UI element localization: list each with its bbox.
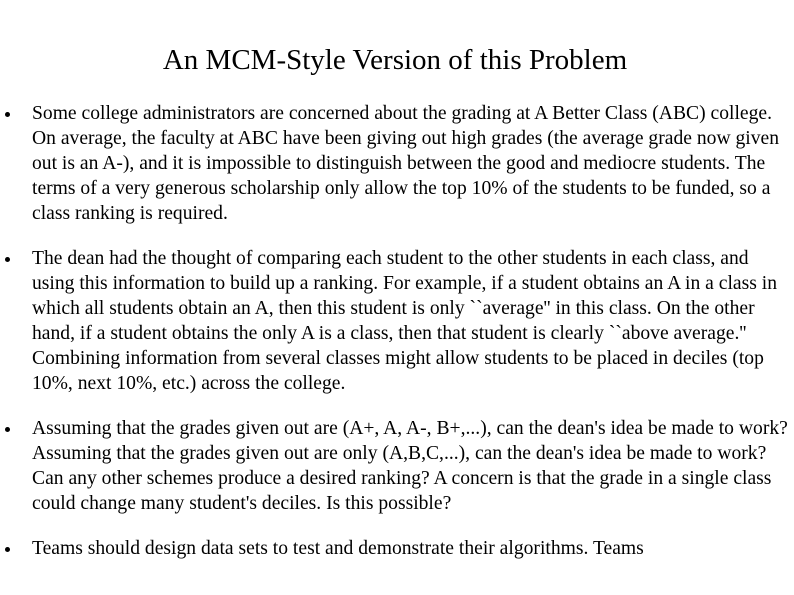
bullet-dot-icon (5, 112, 10, 117)
bullet-item (0, 416, 794, 516)
bullet-text: Assuming that the grades given out are (A+, A, A-, B+,...), can the dean's idea be made to work? Assuming that the grades given out are only (A,B,C,...), can the dean's idea be made to work? Can any other schemes produce a desired ranking? A concern is that the grade in a single class could change many student's deciles. Is this possible? (32, 418, 788, 514)
bullet-text: Teams should design data sets to test and demonstrate their algorithms. Teams (32, 538, 644, 559)
bullet-dot-icon (5, 427, 10, 432)
bullet-text: Some college administrators are concerned about the grading at A Better Class (ABC) college. On average, the faculty at ABC have been giving out high grades (the average grade now given out is an A-), and it is impossible to distinguish between the good and mediocre students. The terms of a very generous scholarship only allow the top 10% of the students to be funded, so a class ranking is required. (32, 103, 780, 224)
bullet-item (0, 536, 794, 561)
bullet-list (0, 101, 794, 581)
bullet-dot-icon (5, 257, 10, 262)
bullet-text: The dean had the thought of comparing each student to the other students in each class, and using this information to build up a ranking. For example, if a student obtains an A in a class in which all students obtain an A, then this student is only ``average'' in this class. On the other hand, if a student obtains the only A is a class, then that student is clearly ``above average.'' Combining information from several classes might allow students to be placed in deciles (top 10%, next 10%, etc.) across the college. (32, 248, 778, 394)
slide-title: An MCM-Style Version of this Problem (162, 44, 628, 76)
bullet-item (0, 246, 794, 396)
bullet-dot-icon (5, 547, 10, 552)
bullet-item (0, 101, 794, 226)
